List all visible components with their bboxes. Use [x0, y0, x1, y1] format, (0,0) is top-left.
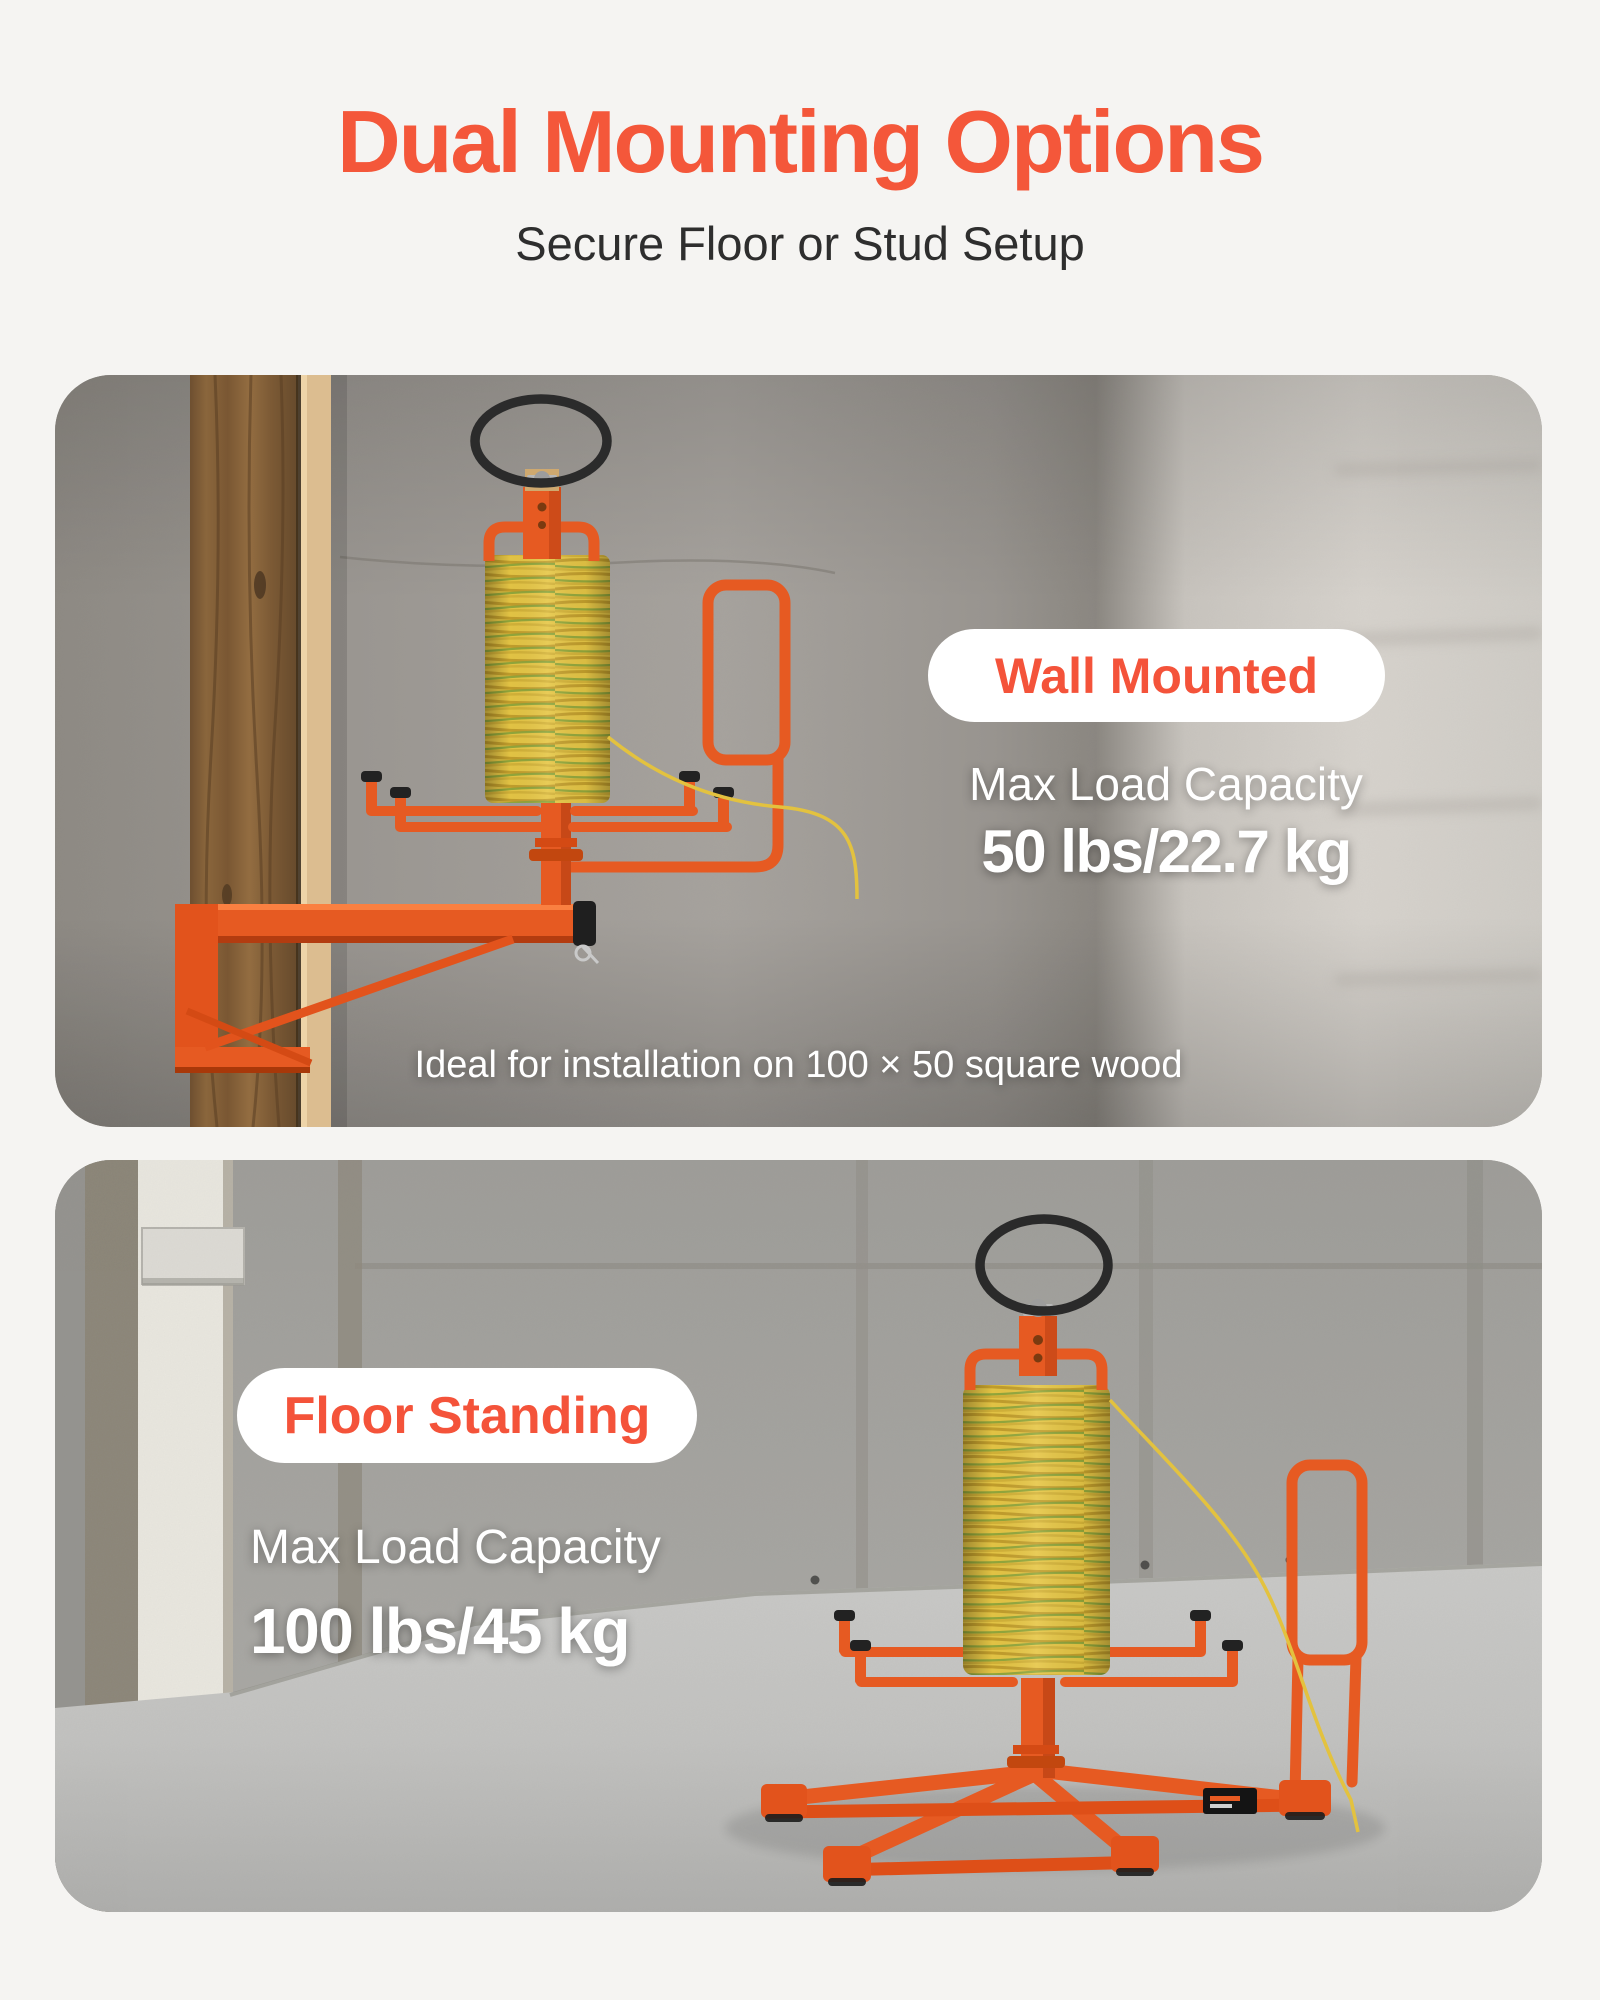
max-load-value: 100 lbs/45 kg	[250, 1595, 629, 1667]
floor-standing-panel	[55, 1160, 1542, 1912]
wall-mounted-photo	[55, 375, 1542, 1127]
wall-mounted-badge: Wall Mounted	[928, 629, 1385, 722]
handle-post	[1019, 1316, 1057, 1376]
installation-caption: Ideal for installation on 100 × 50 square wood	[414, 1044, 1183, 1086]
wall-mounted-panel	[55, 375, 1542, 1127]
max-load-label: Max Load Capacity	[969, 758, 1363, 810]
wire-coil	[963, 1385, 1110, 1675]
page-title: Dual Mounting Options	[337, 92, 1263, 191]
beam-end-cap	[573, 901, 596, 946]
max-load-label: Max Load Capacity	[250, 1521, 661, 1574]
floor-standing-badge: Floor Standing	[237, 1368, 697, 1463]
max-load-value: 50 lbs/22.7 kg	[981, 818, 1351, 885]
wire-coil	[485, 555, 610, 803]
page-subtitle: Secure Floor or Stud Setup	[515, 217, 1085, 270]
brand-sticker	[1203, 1788, 1257, 1814]
